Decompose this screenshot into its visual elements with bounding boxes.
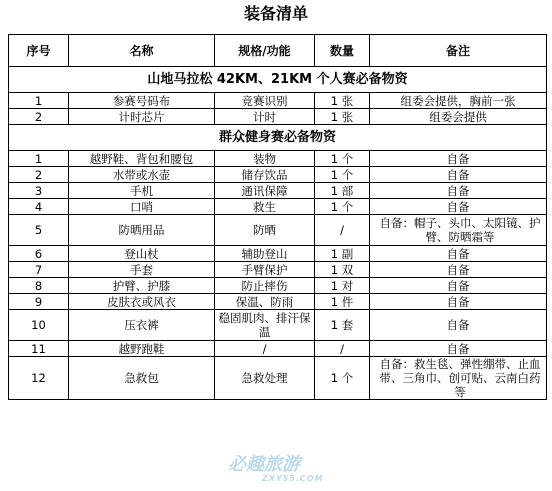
cell-spec: 储存饮品 bbox=[215, 167, 315, 183]
cell-spec: 装物 bbox=[215, 151, 315, 167]
cell-note: 组委会提供，胸前一张 bbox=[370, 93, 547, 109]
cell-note: 自备：帽子、头巾、太阳镜、护臂、防晒霜等 bbox=[370, 215, 547, 246]
cell-note: 自备 bbox=[370, 151, 547, 167]
cell-name: 水带或水壶 bbox=[69, 167, 215, 183]
header-spec: 规格/功能 bbox=[215, 35, 315, 67]
cell-name: 皮肤衣或风衣 bbox=[69, 294, 215, 310]
cell-name: 急救包 bbox=[69, 357, 215, 400]
cell-name: 压衣裤 bbox=[69, 310, 215, 341]
page-title: 装备清单 bbox=[243, 4, 308, 23]
cell-name: 护臂、护膝 bbox=[69, 278, 215, 294]
cell-name: 口哨 bbox=[69, 199, 215, 215]
equipment-table bbox=[8, 34, 547, 400]
cell-spec: / bbox=[215, 341, 315, 357]
table-row bbox=[9, 93, 547, 109]
cell-spec: 救生 bbox=[215, 199, 315, 215]
cell-note: 自备：救生毯、弹性绷带、止血带、三角巾、创可贴、云南白药等 bbox=[370, 357, 547, 400]
section-title: 山地马拉松 42KM、21KM 个人赛必备物资 bbox=[9, 67, 547, 93]
cell-no: 12 bbox=[9, 357, 69, 400]
cell-qty: 1 个 bbox=[315, 167, 370, 183]
cell-spec: 竞赛识别 bbox=[215, 93, 315, 109]
cell-name: 越野鞋、背包和腰包 bbox=[69, 151, 215, 167]
cell-qty: 1 套 bbox=[315, 310, 370, 341]
cell-note: 自备 bbox=[370, 341, 547, 357]
cell-name: 计时芯片 bbox=[69, 109, 215, 125]
cell-note: 自备 bbox=[370, 183, 547, 199]
table-row bbox=[9, 151, 547, 167]
cell-spec: 手臂保护 bbox=[215, 262, 315, 278]
table-row bbox=[9, 310, 547, 341]
cell-no: 2 bbox=[9, 109, 69, 125]
cell-qty: 1 双 bbox=[315, 262, 370, 278]
table-row bbox=[9, 294, 547, 310]
cell-spec: 防晒 bbox=[215, 215, 315, 246]
cell-no: 10 bbox=[9, 310, 69, 341]
cell-note: 自备 bbox=[370, 278, 547, 294]
cell-note: 自备 bbox=[370, 294, 547, 310]
cell-no: 1 bbox=[9, 93, 69, 109]
cell-no: 7 bbox=[9, 262, 69, 278]
cell-name: 防晒用品 bbox=[69, 215, 215, 246]
cell-no: 6 bbox=[9, 246, 69, 262]
cell-qty: 1 张 bbox=[315, 109, 370, 125]
cell-qty: 1 对 bbox=[315, 278, 370, 294]
table-row bbox=[9, 215, 547, 246]
cell-note: 自备 bbox=[370, 246, 547, 262]
cell-spec: 通讯保障 bbox=[215, 183, 315, 199]
table-row bbox=[9, 183, 547, 199]
cell-name: 登山杖 bbox=[69, 246, 215, 262]
cell-name: 参赛号码布 bbox=[69, 93, 215, 109]
watermark-subtext: ZXY55.COM bbox=[262, 474, 324, 483]
table-row bbox=[9, 246, 547, 262]
header-note: 备注 bbox=[370, 35, 547, 67]
cell-no: 9 bbox=[9, 294, 69, 310]
cell-spec: 急救处理 bbox=[215, 357, 315, 400]
cell-qty: 1 部 bbox=[315, 183, 370, 199]
cell-spec: 稳固肌肉、排汗保温 bbox=[215, 310, 315, 341]
header-qty: 数量 bbox=[315, 35, 370, 67]
header-no: 序号 bbox=[9, 35, 69, 67]
section-header-row bbox=[9, 125, 547, 151]
cell-qty: 1 个 bbox=[315, 357, 370, 400]
table-row bbox=[9, 262, 547, 278]
table-row bbox=[9, 341, 547, 357]
watermark-logo bbox=[228, 450, 348, 486]
cell-no: 11 bbox=[9, 341, 69, 357]
cell-spec: 辅助登山 bbox=[215, 246, 315, 262]
section-header-row bbox=[9, 67, 547, 93]
cell-note: 自备 bbox=[370, 310, 547, 341]
cell-spec: 保温、防雨 bbox=[215, 294, 315, 310]
cell-no: 8 bbox=[9, 278, 69, 294]
cell-no: 1 bbox=[9, 151, 69, 167]
cell-note: 组委会提供 bbox=[370, 109, 547, 125]
cell-note: 自备 bbox=[370, 167, 547, 183]
cell-spec: 防止摔伤 bbox=[215, 278, 315, 294]
cell-name: 手机 bbox=[69, 183, 215, 199]
table-row bbox=[9, 357, 547, 400]
table-header-row bbox=[9, 35, 547, 67]
cell-qty: 1 件 bbox=[315, 294, 370, 310]
table-row bbox=[9, 109, 547, 125]
cell-no: 5 bbox=[9, 215, 69, 246]
cell-name: 越野跑鞋 bbox=[69, 341, 215, 357]
table-row bbox=[9, 199, 547, 215]
cell-qty: / bbox=[315, 341, 370, 357]
cell-qty: / bbox=[315, 215, 370, 246]
cell-qty: 1 副 bbox=[315, 246, 370, 262]
cell-spec: 计时 bbox=[215, 109, 315, 125]
table-row bbox=[9, 167, 547, 183]
cell-no: 2 bbox=[9, 167, 69, 183]
cell-no: 4 bbox=[9, 199, 69, 215]
cell-name: 手套 bbox=[69, 262, 215, 278]
header-name: 名称 bbox=[69, 35, 215, 67]
cell-qty: 1 张 bbox=[315, 93, 370, 109]
cell-note: 自备 bbox=[370, 199, 547, 215]
watermark-text: 必趣旅游 bbox=[228, 454, 300, 475]
table-body bbox=[9, 67, 547, 400]
section-title: 群众健身赛必备物资 bbox=[9, 125, 547, 151]
cell-note: 自备 bbox=[370, 262, 547, 278]
cell-qty: 1 个 bbox=[315, 199, 370, 215]
cell-no: 3 bbox=[9, 183, 69, 199]
cell-qty: 1 个 bbox=[315, 151, 370, 167]
table-row bbox=[9, 278, 547, 294]
